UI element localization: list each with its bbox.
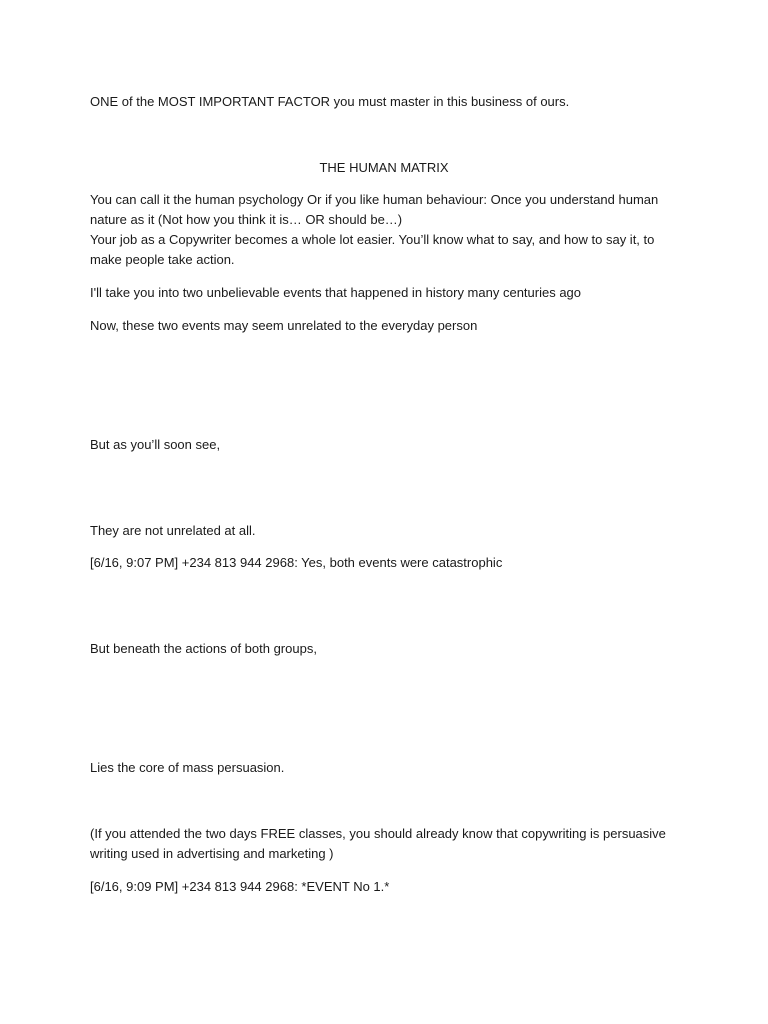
paragraph: But as you’ll soon see, [90, 437, 221, 452]
heading: THE HUMAN MATRIX [319, 160, 449, 175]
intro-text: ONE of the MOST IMPORTANT FACTOR you must master in this business of ours. [90, 94, 570, 109]
paragraph-line: nature as it (Not how you think it is… OR should be…) [90, 212, 403, 227]
paragraph: Lies the core of mass persuasion. [90, 760, 285, 775]
paragraph-line: You can call it the human psychology Or if you like human behaviour: Once you understand human [90, 192, 659, 207]
chat-message: [6/16, 9:07 PM] +234 813 944 2968: Yes, both events were catastrophic [90, 555, 503, 570]
paragraph: But beneath the actions of both groups, [90, 641, 317, 656]
paragraph: They are not unrelated at all. [90, 523, 256, 538]
paragraph: I'll take you into two unbelievable events that happened in history many centuries ago [90, 285, 582, 300]
paragraph-line: make people take action. [90, 252, 235, 267]
paragraph-line: (If you attended the two days FREE classes, you should already know that copywriting is persuasive [90, 826, 666, 841]
paragraph: Now, these two events may seem unrelated to the everyday person [90, 318, 478, 333]
paragraph-line: Your job as a Copywriter becomes a whole lot easier. You’ll know what to say, and how to say it, to [90, 232, 655, 247]
paragraph-line: writing used in advertising and marketing ) [90, 846, 334, 861]
chat-message: [6/16, 9:09 PM] +234 813 944 2968: *EVENT No 1.* [90, 879, 390, 894]
